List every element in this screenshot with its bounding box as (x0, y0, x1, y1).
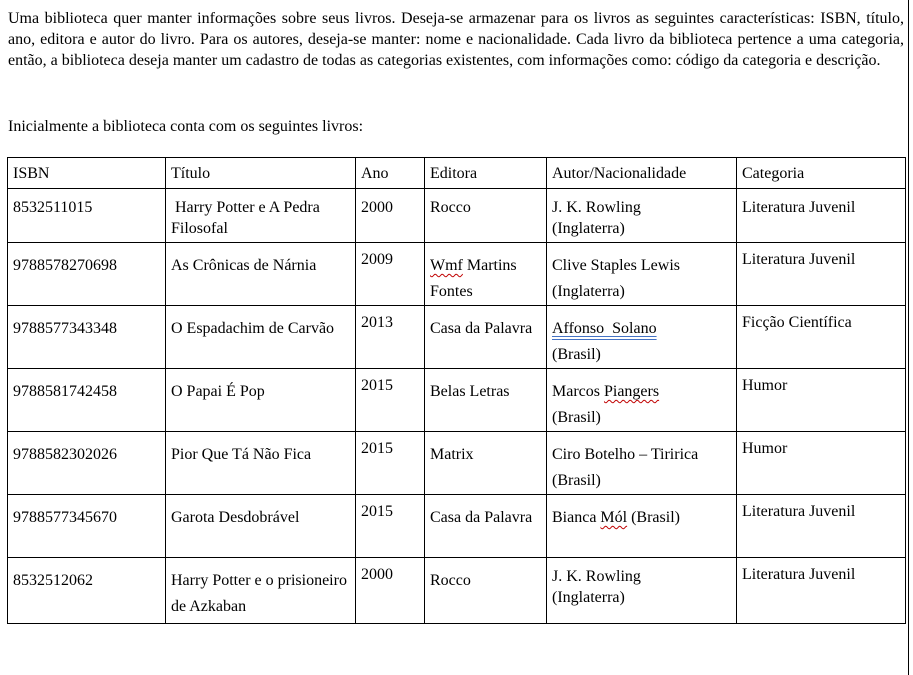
cell-titulo: Garota Desdobrável (166, 495, 356, 558)
cell-titulo (166, 189, 356, 243)
intro-paragraph-2: Inicialmente a biblioteca conta com os seguintes livros: (8, 118, 364, 135)
cell-categoria: Humor (737, 369, 906, 432)
autor-name: J. K. Rowling (552, 199, 641, 216)
editora-misspelled: Wmf (430, 257, 463, 274)
cell-isbn: 8532511015 (8, 189, 166, 243)
autor-nacionalidade: (Brasil) (552, 472, 601, 489)
cell-autor (547, 432, 737, 495)
cell-autor (547, 243, 737, 306)
cell-autor (547, 558, 737, 624)
cell-isbn: 8532512062 (8, 558, 166, 624)
cell-ano: 2009 (356, 243, 425, 306)
cell-titulo-text: Harry Potter e A Pedra Filosofal (171, 199, 320, 237)
cell-ano: 2015 (356, 432, 425, 495)
cell-autor (547, 189, 737, 243)
cell-ano: 2015 (356, 369, 425, 432)
table-row (8, 189, 906, 243)
header-categoria: Categoria (737, 158, 906, 189)
cell-isbn: 9788582302026 (8, 432, 166, 495)
cell-titulo: Harry Potter e o prisioneiro de Azkaban (166, 558, 356, 624)
cell-categoria: Literatura Juvenil (737, 558, 906, 624)
cell-categoria: Ficção Científica (737, 306, 906, 369)
cell-autor (547, 495, 737, 558)
cell-categoria: Humor (737, 432, 906, 495)
cell-categoria: Literatura Juvenil (737, 243, 906, 306)
header-ano: Ano (356, 158, 425, 189)
cell-titulo: Pior Que Tá Não Fica (166, 432, 356, 495)
autor-name (552, 316, 731, 342)
autor-nacionalidade: (Brasil) (552, 346, 601, 363)
cell-editora: Belas Letras (425, 369, 547, 432)
cell-ano: 2013 (356, 306, 425, 369)
header-titulo: Título (166, 158, 356, 189)
cell-editora: Casa da Palavra (425, 495, 547, 558)
table-row (8, 243, 906, 306)
cell-isbn: 9788577345670 (8, 495, 166, 558)
cell-isbn: 9788578270698 (8, 243, 166, 306)
table-header-row (8, 158, 906, 189)
cell-editora: Casa da Palavra (425, 306, 547, 369)
cell-categoria: Literatura Juvenil (737, 189, 906, 243)
autor-misspelled: Mól (600, 509, 628, 526)
cell-editora: Matrix (425, 432, 547, 495)
autor-name: J. K. Rowling (552, 568, 641, 585)
cell-autor (547, 306, 737, 369)
header-editora: Editora (425, 158, 547, 189)
cell-titulo: O Papai É Pop (166, 369, 356, 432)
cell-ano: 2000 (356, 558, 425, 624)
table-row (8, 432, 906, 495)
autor-name: Ciro Botelho – Tiririca (552, 446, 699, 463)
cell-editora: Rocco (425, 189, 547, 243)
autor-nacionalidade: (Inglaterra) (552, 283, 625, 300)
autor-first: Marcos (552, 383, 604, 400)
cell-ano: 2000 (356, 189, 425, 243)
table-row (8, 369, 906, 432)
table-row (8, 558, 906, 624)
cell-editora (425, 243, 547, 306)
table-row (8, 495, 906, 558)
editora-rest: Martins Fontes (430, 257, 517, 300)
cell-titulo: O Espadachim de Carvão (166, 306, 356, 369)
cell-isbn: 9788581742458 (8, 369, 166, 432)
header-autor: Autor/Nacionalidade (547, 158, 737, 189)
cell-categoria: Literatura Juvenil (737, 495, 906, 558)
cell-isbn: 9788577343348 (8, 306, 166, 369)
header-isbn: ISBN (8, 158, 166, 189)
books-table (7, 157, 906, 624)
autor-name: Clive Staples Lewis (552, 257, 680, 274)
autor-name (552, 379, 731, 405)
autor-nacionalidade: (Brasil) (627, 509, 680, 526)
autor-misspelled: Piangers (603, 383, 660, 400)
cell-titulo: As Crônicas de Nárnia (166, 243, 356, 306)
autor-name-underlined: Affonso Solano (552, 320, 657, 337)
cell-editora: Rocco (425, 558, 547, 624)
intro-paragraph: Uma biblioteca quer manter informações sobre seus livros. Deseja-se armazenar para os livros as seguintes características: ISBN, título, ano, editora e autor do livro. Para os autores, deseja-se manter: nome e nacionalidade. Cada livro da biblioteca pertence a uma categoria, então, a biblioteca deseja manter um cadastro de todas as categorias existentes, com informações como: código da categoria e descrição. (8, 10, 904, 69)
table-row (8, 306, 906, 369)
autor-nacionalidade: (Inglaterra) (552, 589, 625, 606)
autor-first: Bianca (552, 509, 601, 526)
cell-autor (547, 369, 737, 432)
autor-nacionalidade: (Brasil) (552, 409, 601, 426)
cell-ano: 2015 (356, 495, 425, 558)
autor-nacionalidade: (Inglaterra) (552, 220, 625, 237)
